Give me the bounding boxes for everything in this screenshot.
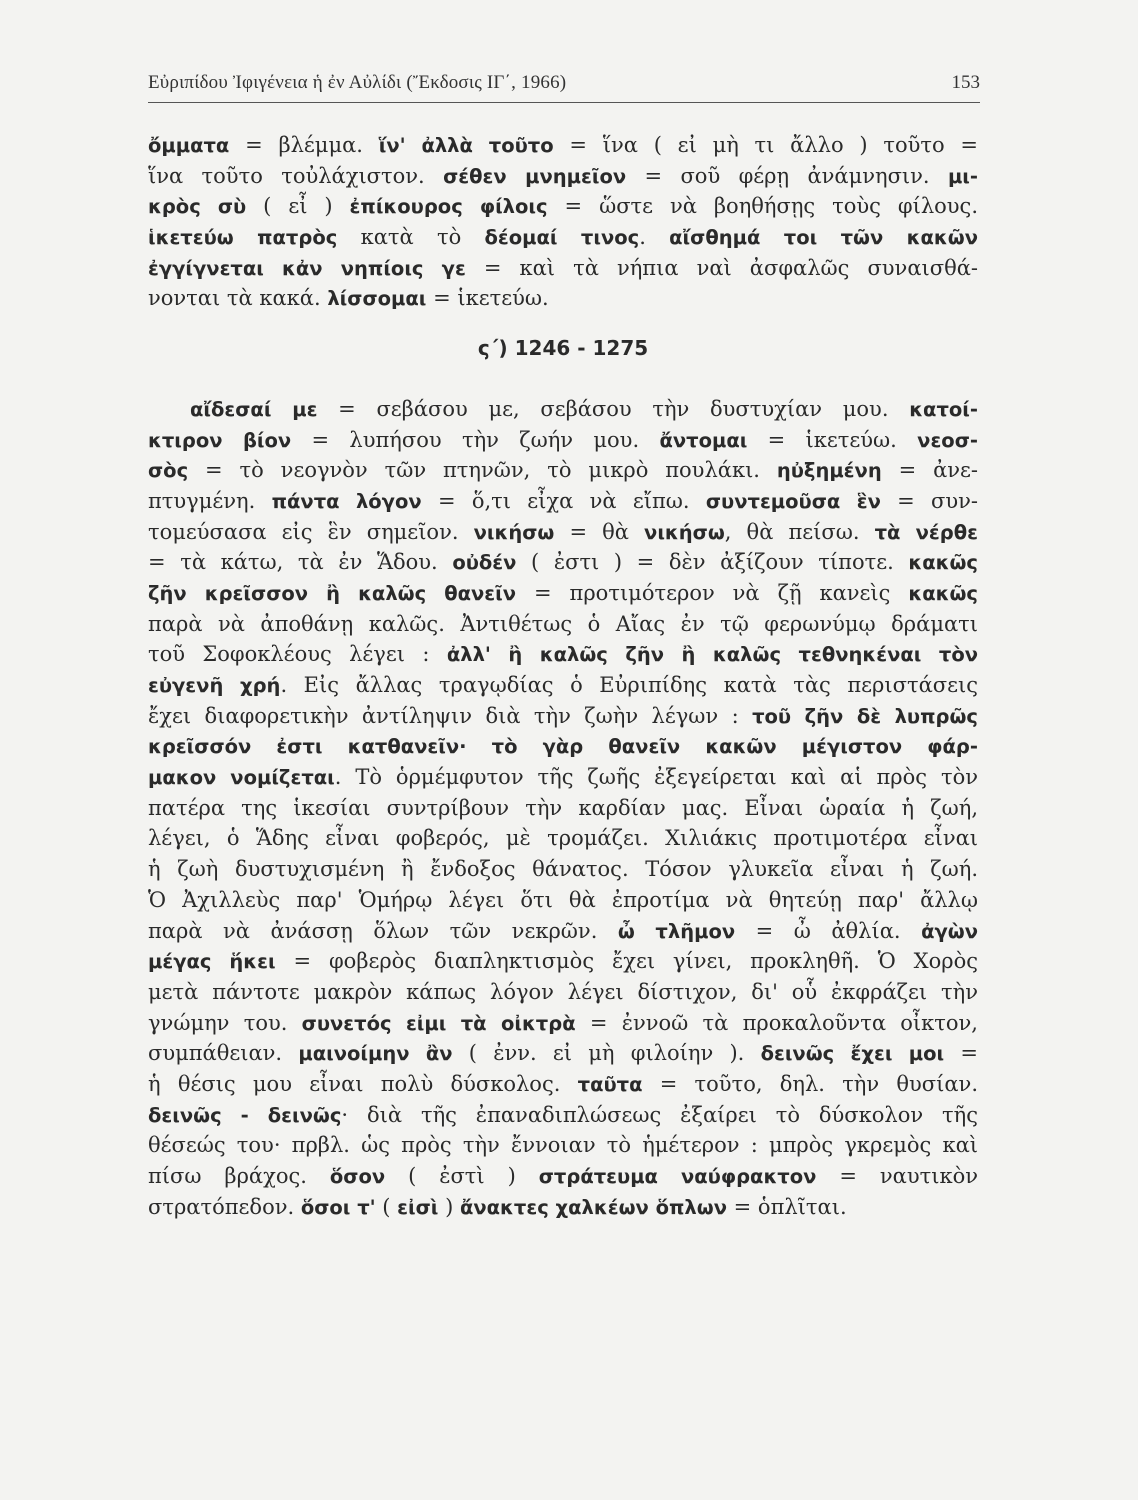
text-line: στρατόπεδον. ὅσοι τ' ( εἰσὶ ) ἄνακτες χαλκέων ὅπλων = ὁπλῖται.	[148, 1194, 847, 1219]
text-line: πτυγμένη. πάντα λόγον = ὅ,τι εἶχα νὰ εἴπω. συντεμοῦσα ἓν = συν-	[148, 488, 979, 513]
section-heading: ς΄) 1246 - 1275	[477, 336, 649, 361]
text-line: εὐγενῆ χρή. Εἰς ἄλλας τραγῳδίας ὁ Εὐριπίδης κατὰ τὰς περιστάσεις	[148, 673, 978, 697]
text-line: λέγει, ὁ Ἅδης εἶναι φοβερός, μὲ τρομάζει. Χιλιάκις προτιμοτέρα εἶναι	[148, 826, 978, 851]
text-line: κρὸς σὺ ( εἶ ) ἐπίκουρος φίλοις = ὥστε νὰ βοηθήσῃς τοὺς φίλους.	[148, 194, 978, 219]
text-line: ὄμματα = βλέμμα. ἵν' ἀλλὰ τοῦτο = ἵνα ( εἰ μὴ τι ἄλλο ) τοῦτο =	[148, 133, 978, 157]
running-header	[148, 68, 980, 103]
text-line: ἡ ζωὴ δυστυχισμένη ἢ ἔνδοξος θάνατος. Τόσον γλυκεῖα εἶναι ἡ ζωή.	[148, 857, 978, 882]
text-line: θέσεώς του· πρβλ. ὡς πρὸς τὴν ἔννοιαν τὸ ἡμέτερον : μπρὸς γκρεμὸς καὶ	[148, 1133, 978, 1158]
text-line: αἴδεσαί με = σεβάσου με, σεβάσου τὴν δυστυχίαν μου. κατοί-	[190, 396, 978, 421]
text-line: ἱκετεύω πατρὸς κατὰ τὸ δέομαί τινος. αἴσθημά τοι τῶν κακῶν	[148, 225, 978, 250]
text-line: μακον νομίζεται. Τὸ ὁρμέμφυτον τῆς ζωῆς ἐξεγείρεται καὶ αἱ πρὸς τὸν	[148, 765, 979, 790]
text-line: γνώμην του. συνετός εἰμι τὰ οἰκτρὰ = ἐννοῶ τὰ προκαλοῦντα οἶκτον,	[148, 1010, 978, 1035]
text-line: δεινῶς - δεινῶς· διὰ τῆς ἐπαναδιπλώσεως ἐξαίρει τὸ δύσκολον τῆς	[148, 1102, 978, 1127]
commentary-body	[148, 130, 978, 1222]
text-line: = τὰ κάτω, τὰ ἐν Ἅδου. οὐδέν ( ἐστι ) = δὲν ἀξίζουν τίποτε. κακῶς	[148, 550, 978, 575]
text-line: μετὰ πάντοτε μακρὸν κάπως λόγον λέγει δίστιχον, δι' οὗ ἐκφράζει τὴν	[148, 979, 978, 1004]
commentary-block-1	[148, 130, 978, 314]
page-number: 153	[951, 72, 980, 93]
text-line: ζῆν κρεῖσσον ἢ καλῶς θανεῖν = προτιμότερον νὰ ζῇ κανεὶς κακῶς	[148, 580, 978, 605]
text-line: τοῦ Σοφοκλέους λέγει : ἀλλ' ἢ καλῶς ζῆν ἢ καλῶς τεθνηκέναι τὸν	[148, 642, 978, 667]
text-line: συμπάθειαν. μαινοίμην ἂν ( ἐνν. εἰ μὴ φιλοίην ). δεινῶς ἔχει μοι =	[148, 1041, 978, 1066]
text-line: πατέρα της ἱκεσίαι συντρίβουν τὴν καρδίαν μας. Εἶναι ὡραία ἡ ζωή,	[148, 795, 978, 820]
commentary-block-2	[148, 394, 978, 1223]
text-line: κρεῖσσόν ἐστι κατθανεῖν· τὸ γὰρ θανεῖν κακῶν μέγιστον φάρ-	[148, 735, 978, 759]
text-line: ἔχει διαφορετικὴν ἀντίληψιν διὰ τὴν ζωὴν λέγων : τοῦ ζῆν δὲ λυπρῶς	[148, 703, 978, 728]
text-line: μέγας ἥκει = φοβερὸς διαπληκτισμὸς ἔχει γίνει, προκληθῆ. Ὁ Χορὸς	[148, 949, 978, 974]
running-title: Εὐριπίδου Ἰφιγένεια ἡ ἐν Αὐλίδι (Ἔκδοσις ΙΓ΄, 1966)	[148, 72, 567, 93]
text-line: κτιρον βίον = λυπήσου τὴν ζωήν μου. ἄντομαι = ἱκετεύω. νεοσ-	[148, 427, 978, 452]
text-line: νονται τὰ κακά. λίσσομαι = ἱκετεύω.	[148, 286, 549, 311]
text-line: τομεύσασα εἰς ἓν σημεῖον. νικήσω = θὰ νικήσω, θὰ πείσω. τὰ νέρθε	[148, 519, 978, 544]
text-line: ἐγγίγνεται κἀν νηπίοις γε = καὶ τὰ νήπια ναὶ ἀσφαλῶς συναισθά-	[148, 255, 978, 280]
text-line: Ὁ Ἀχιλλεὺς παρ' Ὁμήρῳ λέγει ὅτι θὰ ἐπροτίμα νὰ θητεύῃ παρ' ἄλλῳ	[148, 887, 978, 912]
text-line: παρὰ νὰ ἀποθάνῃ καλῶς. Ἀντιθέτως ὁ Αἴας ἐν τῷ φερωνύμῳ δράματι	[148, 611, 978, 636]
text-line: παρὰ νὰ ἀνάσσῃ ὅλων τῶν νεκρῶν. ὦ τλῆμον = ὦ ἀθλία. ἀγὼν	[148, 918, 979, 943]
text-line: πίσω βράχος. ὅσον ( ἐστὶ ) στράτευμα ναύφρακτον = ναυτικὸν	[148, 1164, 978, 1188]
text-line: σὸς = τὸ νεογνὸν τῶν πτηνῶν, τὸ μικρὸ πουλάκι. ηὐξημένη = ἀνε-	[148, 458, 979, 483]
text-line: ἵνα τοῦτο τοὐλάχιστον. σέθεν μνημεῖον = σοῦ φέρῃ ἀνάμνησιν. μι-	[148, 163, 978, 188]
text-line: ἡ θέσις μου εἶναι πολὺ δύσκολος. ταῦτα = τοῦτο, δηλ. τὴν θυσίαν.	[148, 1071, 978, 1096]
